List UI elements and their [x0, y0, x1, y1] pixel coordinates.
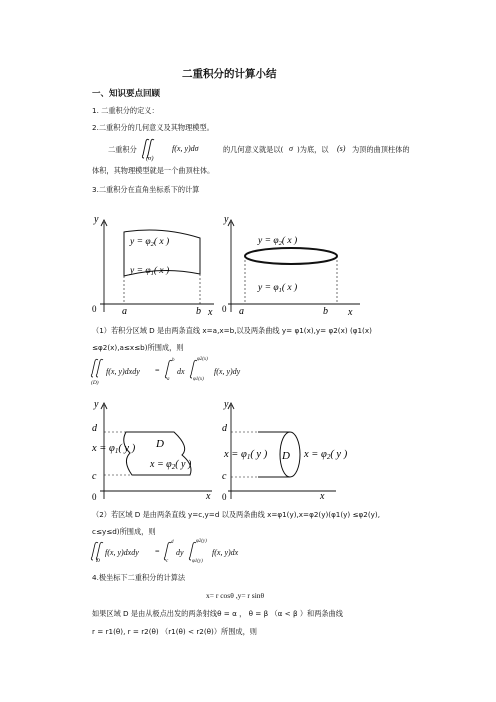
case2-lower-c: c [166, 559, 169, 564]
page-title: 二重积分的计算小结 [182, 68, 277, 80]
case2-region: D [96, 558, 100, 564]
top-ellipse [245, 248, 337, 264]
label-D: D [282, 450, 290, 462]
case1-region: (D) [91, 380, 99, 386]
figure-x-type-region [90, 212, 225, 316]
case2-inner-upper: φ2(y) [196, 539, 207, 544]
case2-dy: dy [176, 548, 184, 557]
figure-cylinder-x-type [224, 212, 364, 316]
item-geometric-meaning: 2.二重积分的几何意义及其物理模型。 [92, 123, 214, 132]
section-heading: 一、知识要点回顾 [92, 89, 161, 99]
label-x: x [206, 491, 211, 502]
item-polar: 4.极坐标下二重积分的计算法 [92, 573, 186, 582]
label-a: a [239, 306, 244, 317]
case1-equals: = [155, 366, 160, 375]
case1-dx: dx [177, 367, 185, 376]
label-b: b [323, 306, 328, 317]
case1-integrand: f(x, y)dxdy [106, 367, 140, 376]
label-origin: 0 [222, 304, 227, 314]
figure-cylinder-y-type [224, 395, 364, 505]
label-x: x [348, 307, 353, 318]
label-x: x [208, 307, 213, 318]
label-origin: 0 [92, 304, 97, 314]
geo-mid: 的几何意义就是以( [223, 145, 284, 154]
label-y: y [224, 399, 229, 410]
label-y: y [224, 214, 229, 225]
label-phi2y: $x = \varphi_2$( y ) [150, 459, 192, 471]
case2-inner-integrand: f(x, y)dx [212, 548, 239, 557]
item-definition: 1. 二重积分的定义： [92, 106, 159, 115]
case1-inner-upper: φ2(x) [197, 357, 208, 362]
label-phi2x: $y = \varphi_2$( x ) [258, 236, 298, 247]
geo-integrand: f(x, y)dσ [172, 144, 199, 153]
case2-line1: （2）若区域 D 是由两条直线 y=c,y=d 以及两条曲线 x=φ1(y),x=φ2(y)(φ1(y) ≤φ2(y), [92, 510, 381, 519]
label-phi2y: x = φ2( y ) [304, 449, 348, 461]
geo-mid2: )为底，以 [297, 145, 329, 154]
label-c: c [92, 471, 97, 482]
item-rect-coords: 3.二重积分在直角坐标系下的计算 [92, 185, 200, 194]
geo-tail: 为顶的曲顶柱体的 [352, 145, 410, 154]
case1-line1: （1）若积分区域 D 是由两条直线 x=a,x=b,以及两条曲线 y= φ1(x),y= φ2(x) (φ1(x) [92, 326, 372, 335]
label-d: d [92, 423, 97, 434]
case1-line2: ≤φ2(x),a≤x≤b)所围成，则 [92, 343, 184, 352]
label-phi2x: $y = \varphi_2$( x ) [130, 237, 170, 248]
case1-inner-lower: φ1(x) [193, 377, 204, 382]
label-y: y [94, 214, 99, 225]
label-c: c [222, 471, 227, 482]
case2-inner-lower: φ1(y) [192, 559, 203, 564]
geo-line2: 体积，其物理模型就是一个曲顶柱体。 [92, 166, 215, 175]
geo-sigma: σ [289, 144, 293, 153]
case1-lower-a: a [167, 377, 170, 382]
figure-y-type-region [90, 395, 225, 505]
label-b: b [196, 306, 201, 317]
label-D: D [156, 438, 164, 450]
polar-line2: r = r1(θ), r = r2(θ) （r1(θ) < r2(θ)）所围成，则 [92, 627, 257, 636]
geo-sigma-region: (σ) [146, 155, 154, 162]
case2-upper-d: d [171, 540, 174, 545]
label-origin: 0 [222, 492, 227, 502]
label-origin: 0 [92, 492, 97, 502]
case2-equals: = [155, 547, 160, 556]
label-phi1x: $y = \varphi_1$( x ) [258, 283, 298, 294]
case2-integrand: f(x, y)dxdy [105, 548, 139, 557]
label-d: d [222, 423, 227, 434]
label-phi1y: x = φ1( y ) [224, 449, 268, 461]
label-phi1y: x = φ1( y ) [92, 443, 136, 455]
label-x: x [320, 491, 325, 502]
label-a: a [122, 306, 127, 317]
polar-substitution: x= r cosθ ,y= r sinθ [206, 591, 265, 600]
case2-line2: c≤y≤d)所围成，则 [92, 527, 156, 536]
geo-s: (s) [337, 144, 346, 153]
case1-inner-integrand: f(x, y)dy [214, 367, 241, 376]
label-y: y [94, 399, 99, 410]
case1-upper-b: b [172, 358, 175, 363]
label-phi1x: $y = \varphi_1$( x ) [130, 266, 170, 277]
polar-line1: 如果区域 D 是由从极点出发的两条射线θ = α ， θ = β （α < β ）和两条曲线 [92, 609, 343, 618]
geo-lead: 二重积分 [108, 145, 137, 154]
